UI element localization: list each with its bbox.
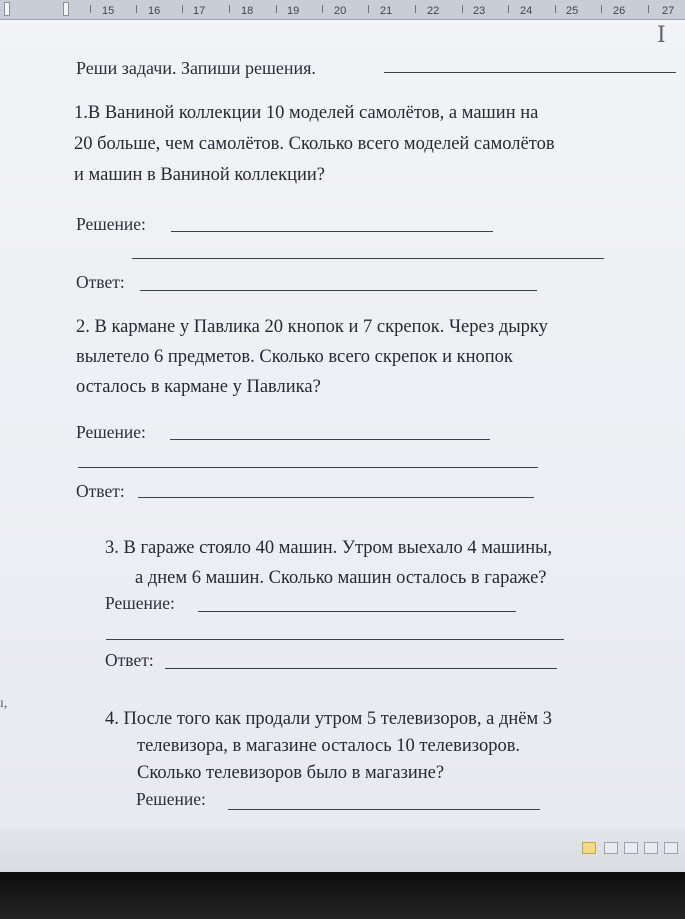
ruler-tick-mark — [555, 5, 556, 13]
task-4-solution-label: Решение: — [136, 789, 206, 809]
monitor-bezel — [0, 872, 685, 919]
task-2-solution-line-2[interactable] — [78, 467, 538, 468]
task-3-answer-line[interactable] — [165, 668, 557, 669]
ruler-tick-mark — [90, 5, 91, 13]
ruler-tick-mark — [415, 5, 416, 13]
ruler-tick-mark — [136, 5, 137, 13]
task-3-line-1: 3. В гараже стояло 40 машин. Утром выехало 4 машины, — [105, 538, 553, 558]
ruler-tick-mark — [648, 5, 649, 13]
task-4-line-2: телевизора, в магазине осталось 10 телевизоров. — [137, 736, 521, 756]
text-cursor-icon: I — [657, 23, 666, 48]
task-2-line-3: осталось в кармане у Павлика? — [76, 377, 321, 397]
ruler-number: 24 — [520, 5, 533, 17]
draft-view-button[interactable] — [664, 842, 678, 854]
task-4-line-3: Сколько телевизоров было в магазине? — [137, 763, 445, 783]
task-2-answer-line[interactable] — [138, 497, 534, 498]
task-3-solution-line[interactable] — [198, 611, 516, 612]
outline-view-button[interactable] — [644, 842, 658, 854]
web-layout-view-button[interactable] — [624, 842, 638, 854]
ruler-number: 17 — [193, 5, 206, 17]
status-bar — [0, 828, 685, 872]
task-3-answer-label: Ответ: — [105, 650, 154, 670]
ruler-tick-mark — [182, 5, 183, 13]
task-3-solution-label: Решение: — [105, 593, 175, 613]
horizontal-ruler[interactable] — [0, 0, 685, 20]
ruler-number: 26 — [613, 5, 626, 17]
ruler-number: 16 — [148, 5, 161, 17]
task-2-line-1: 2. В кармане у Павлика 20 кнопок и 7 скрепок. Через дырку — [76, 317, 548, 337]
task-1-line-3: и машин в Ваниной коллекции? — [74, 165, 326, 185]
task-3-line-2: а днем 6 машин. Сколько машин осталось в гараже? — [135, 568, 547, 588]
task-1-line-2: 20 больше, чем самолётов. Сколько всего моделей самолётов — [74, 134, 555, 154]
full-screen-view-button[interactable] — [604, 842, 618, 854]
ruler-number: 19 — [287, 5, 300, 17]
ruler-tick-mark — [368, 5, 369, 13]
task-2-line-2: вылетело 6 предметов. Сколько всего скрепок и кнопок — [76, 347, 513, 367]
task-1-line-1: 1.В Ваниной коллекции 10 моделей самолётов, а машин на — [74, 103, 539, 123]
ruler-number: 23 — [473, 5, 486, 17]
task-1-solution-line-2[interactable] — [132, 258, 604, 259]
ruler-number: 21 — [380, 5, 393, 17]
task-4-solution-line[interactable] — [228, 809, 540, 810]
heading-underline — [384, 72, 676, 73]
ruler-number: 18 — [241, 5, 254, 17]
page-heading: Реши задачи. Запиши решения. — [76, 58, 316, 78]
task-2-solution-line[interactable] — [170, 439, 490, 440]
task-1-solution-line[interactable] — [171, 231, 493, 232]
ruler-tick-mark — [508, 5, 509, 13]
ruler-tick-mark — [322, 5, 323, 13]
ruler-number: 22 — [427, 5, 440, 17]
ruler-number: 15 — [102, 5, 115, 17]
task-1-answer-line[interactable] — [140, 290, 537, 291]
ruler-tick-mark — [229, 5, 230, 13]
task-3-solution-line-2[interactable] — [106, 639, 564, 640]
ruler-number: 25 — [566, 5, 579, 17]
ruler-indent-marker[interactable] — [63, 2, 69, 16]
ruler-number: 27 — [662, 5, 675, 17]
task-1-solution-label: Решение: — [76, 214, 146, 234]
task-2-solution-label: Решение: — [76, 422, 146, 442]
task-2-answer-label: Ответ: — [76, 481, 125, 501]
task-1-answer-label: Ответ: — [76, 272, 125, 292]
ruler-tick-mark — [601, 5, 602, 13]
ruler-tab-marker[interactable] — [4, 2, 10, 16]
document-page[interactable] — [0, 20, 685, 872]
ruler-tick-mark — [276, 5, 277, 13]
ruler-number: 20 — [334, 5, 347, 17]
margin-mark: ı, — [0, 696, 8, 711]
task-4-line-1: 4. После того как продали утром 5 телевизоров, а днём 3 — [105, 709, 553, 729]
ruler-tick-mark — [462, 5, 463, 13]
print-layout-view-button[interactable] — [582, 842, 596, 854]
